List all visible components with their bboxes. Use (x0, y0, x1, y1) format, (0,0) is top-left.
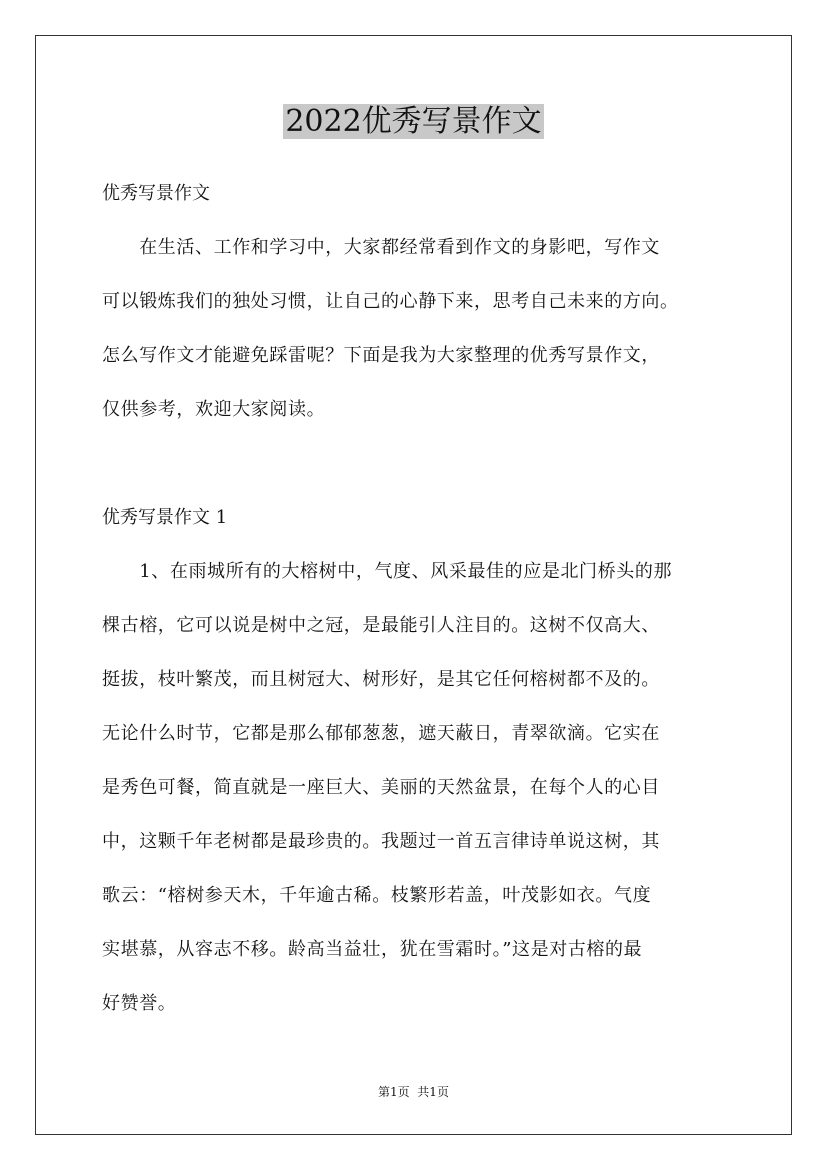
section-line-7: 歌云：“榕树参天木，千年逾古稀。枝繁形若盖，叶茂影如衣。气度 (102, 885, 652, 906)
intro-line-4: 仅供参考，欢迎大家阅读。 (102, 399, 326, 420)
intro-line-2: 可以锻炼我们的独处习惯，让自己的心静下来，思考自己未来的方向。 (102, 291, 679, 312)
section-line-9: 好赞誉。 (102, 993, 177, 1014)
section-line-6: 中，这颗千年老树都是最珍贵的。我题过一首五言律诗单说这树，其 (102, 831, 660, 852)
page-number-footer: 第1页 共1页 (378, 1085, 449, 1099)
document-title-text: 2022优秀写景作文 (285, 104, 542, 139)
intro-heading: 优秀写景作文 (102, 183, 210, 204)
section-line-5: 是秀色可餐，简直就是一座巨大、美丽的天然盆景，在每个人的心目 (102, 777, 660, 798)
document-title (0, 101, 827, 143)
intro-line-1: 在生活、工作和学习中，大家都经常看到作文的身影吧，写作文 (102, 237, 660, 258)
section-line-8: 实堪慕，从容志不移。龄高当益壮，犹在雪霜时。”这是对古榕的最 (102, 939, 643, 960)
section-line-1: 1、在雨城所有的大榕树中，气度、风采最佳的应是北门桥头的那 (102, 561, 673, 582)
section-line-2: 棵古榕，它可以说是树中之冠，是最能引人注目的。这树不仅高大、 (102, 615, 660, 636)
section-line-3: 挺拔，枝叶繁茂，而且树冠大、树形好，是其它任何榕树都不及的。 (102, 669, 660, 690)
intro-line-3: 怎么写作文才能避免踩雷呢？下面是我为大家整理的优秀写景作文， (102, 345, 660, 366)
section-line-4: 无论什么时节，它都是那么郁郁葱葱，遮天蔽日，青翠欲滴。它实在 (102, 723, 660, 744)
section-heading: 优秀写景作文 1 (102, 507, 228, 528)
